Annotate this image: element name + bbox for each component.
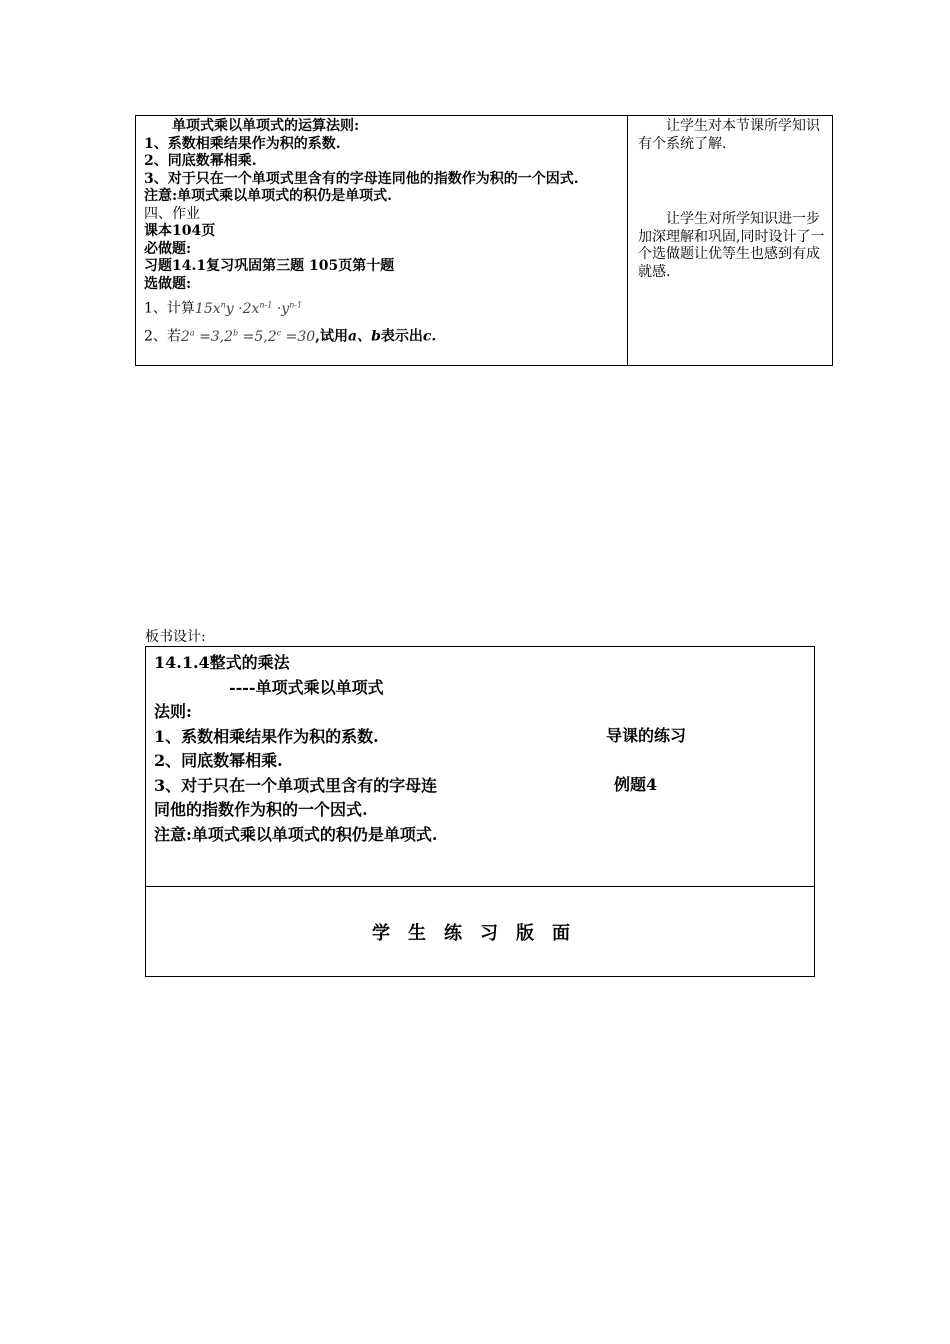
board-title: 14.1.4整式的乘法 [154, 653, 290, 672]
rule-1: 1、系数相乘结果作为积的系数. [144, 135, 341, 152]
question-1 [144, 296, 619, 318]
student-practice-area [146, 887, 814, 976]
board-rule-1: 1、系数相乘结果作为积的系数. [154, 726, 379, 746]
rule-2: 2、同底数幂相乘. [144, 153, 257, 169]
intent-note-1: 让学生对本节课所学知识有个系统了解. [638, 118, 820, 152]
side-note-example-4: 例题4 [614, 775, 658, 794]
intent-note-2: 让学生对所学知识进一步加深理解和巩固,同时设计了一个选做题让优等生也感到有成就感. [638, 211, 825, 280]
board-rule-2: 2、同底数幂相乘. [154, 751, 283, 770]
law-label: 法则: [154, 702, 192, 721]
board-note: 注意:单项式乘以单项式的积仍是单项式. [154, 824, 438, 844]
rule-note: 注意:单项式乘以单项式的积仍是单项式. [144, 188, 393, 204]
board-rule-3b: 同他的指数作为积的一个因式. [154, 800, 368, 819]
optional-label: 选做题: [144, 275, 192, 292]
board-design-label: 板书设计: [145, 629, 206, 645]
question-2 [144, 324, 619, 346]
board-subtitle: ----单项式乘以单项式 [229, 677, 384, 697]
design-intent-cell [628, 116, 832, 365]
required-label: 必做题: [144, 240, 192, 257]
lesson-table [135, 115, 833, 366]
question-1-prefix: 1、计算 [144, 300, 195, 317]
lesson-content-cell [136, 116, 628, 365]
question-2-end: 表示出 [380, 328, 423, 345]
board-rule-3a: 3、对于只在一个单项式里含有的字母连 [154, 775, 438, 795]
rule-title: 单项式乘以单项式的运算法则: [172, 118, 360, 134]
question-2-prefix: 2、若 [144, 328, 181, 345]
question-2-target: c. [422, 328, 437, 345]
question-2-math: $2^a =3,2^b =5,2^c =30$ [180, 328, 316, 345]
side-note-intro-exercise: 导课的练习 [606, 726, 687, 745]
section-homework: 四、作业 [144, 205, 200, 222]
rule-3: 3、对于只在一个单项式里含有的字母连同他的指数作为积的一个因式. [144, 170, 579, 187]
question-2-vars: a、b [348, 328, 381, 345]
practice-area-label: 学生练习版面 [372, 922, 588, 944]
question-2-suffix: ,试用 [315, 328, 349, 345]
question-1-math: $15x^ny \cdot 2x^{n-1} \cdot y^{n-1}$ [194, 300, 303, 317]
board-content [146, 647, 814, 887]
textbook-page: 课本104页 [144, 223, 216, 239]
required-content: 习题14.1复习巩固第三题 105页第十题 [144, 258, 395, 274]
board-design-table [145, 646, 815, 977]
